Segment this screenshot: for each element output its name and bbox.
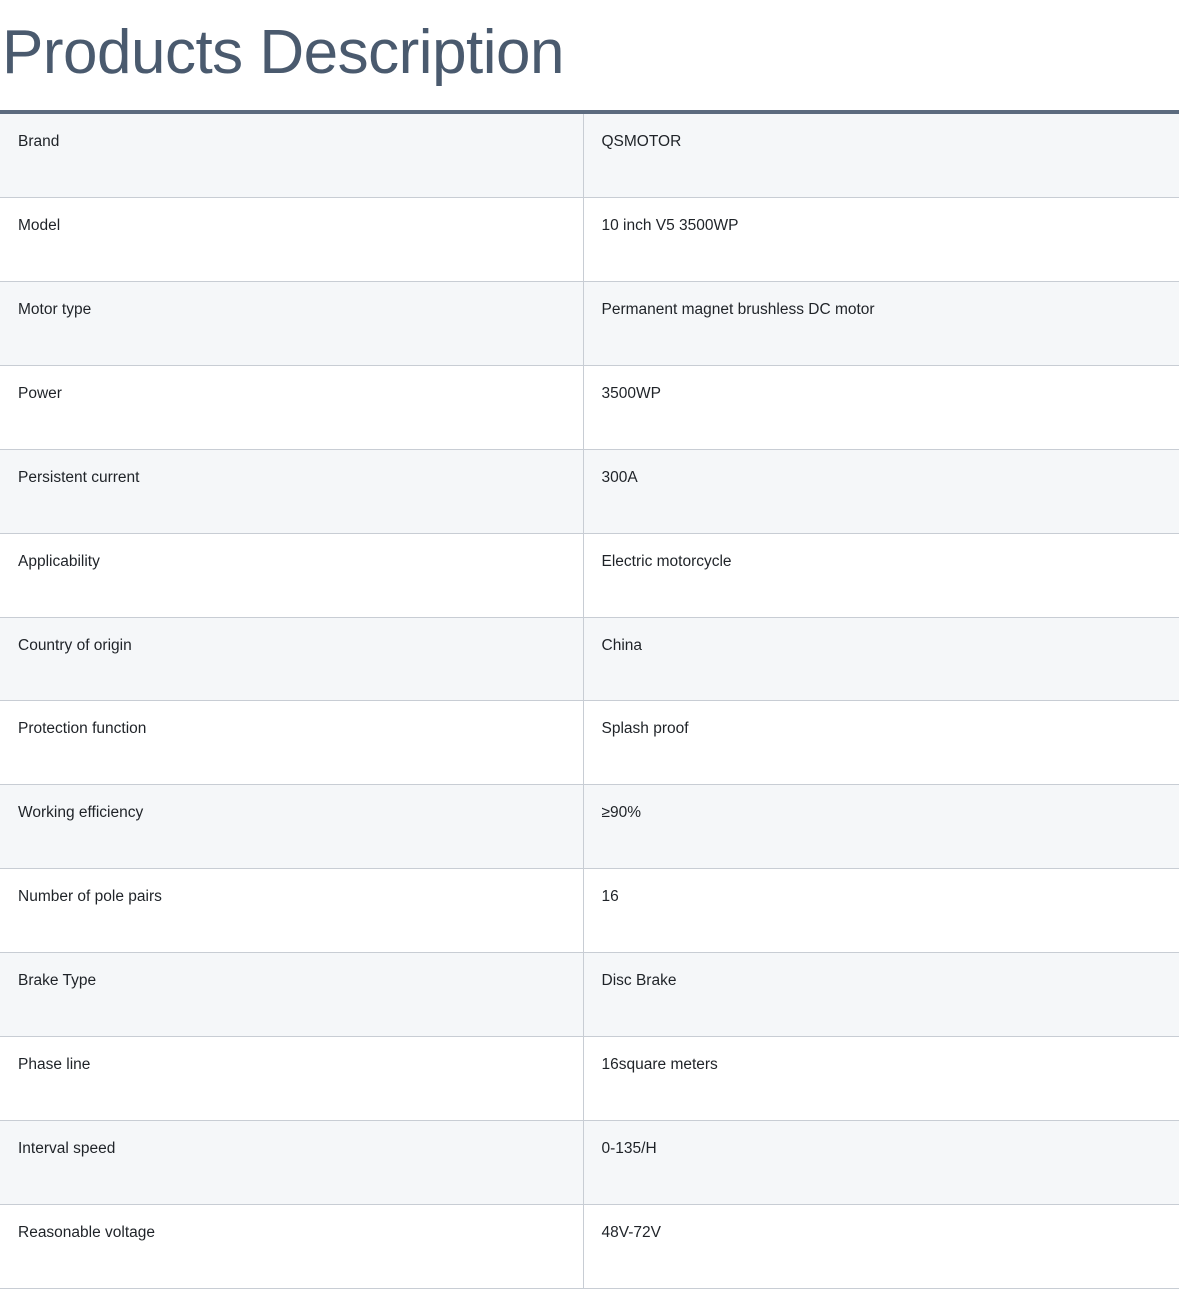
spec-label: Interval speed <box>0 1121 583 1205</box>
spec-value: China <box>583 617 1179 701</box>
table-row <box>0 449 1179 533</box>
spec-value: QSMOTOR <box>583 112 1179 197</box>
specification-table-body <box>0 112 1179 1288</box>
spec-value: Splash proof <box>583 701 1179 785</box>
spec-label: Power <box>0 365 583 449</box>
spec-label: Applicability <box>0 533 583 617</box>
table-row <box>0 701 1179 785</box>
spec-value: 300A <box>583 449 1179 533</box>
spec-label: Brake Type <box>0 953 583 1037</box>
spec-value: Permanent magnet brushless DC motor <box>583 281 1179 365</box>
spec-value: Disc Brake <box>583 953 1179 1037</box>
table-row <box>0 1204 1179 1288</box>
spec-label: Number of pole pairs <box>0 869 583 953</box>
table-row <box>0 785 1179 869</box>
spec-value: 16square meters <box>583 1037 1179 1121</box>
table-row <box>0 281 1179 365</box>
page-title: Products Description <box>2 18 565 87</box>
spec-value: 10 inch V5 3500WP <box>583 197 1179 281</box>
table-row <box>0 197 1179 281</box>
spec-value: 48V-72V <box>583 1204 1179 1288</box>
spec-value: 16 <box>583 869 1179 953</box>
spec-value: 3500WP <box>583 365 1179 449</box>
table-row <box>0 365 1179 449</box>
spec-label: Working efficiency <box>0 785 583 869</box>
spec-label: Motor type <box>0 281 583 365</box>
specification-table <box>0 110 1179 1289</box>
spec-label: Persistent current <box>0 449 583 533</box>
table-row <box>0 1121 1179 1205</box>
spec-label: Reasonable voltage <box>0 1204 583 1288</box>
spec-label: Model <box>0 197 583 281</box>
spec-value: ≥90% <box>583 785 1179 869</box>
spec-label: Brand <box>0 112 583 197</box>
table-row <box>0 953 1179 1037</box>
table-row <box>0 869 1179 953</box>
spec-label: Country of origin <box>0 617 583 701</box>
table-row <box>0 1037 1179 1121</box>
spec-value: Electric motorcycle <box>583 533 1179 617</box>
table-row <box>0 533 1179 617</box>
table-row <box>0 617 1179 701</box>
spec-label: Protection function <box>0 701 583 785</box>
spec-label: Phase line <box>0 1037 583 1121</box>
table-row <box>0 112 1179 197</box>
spec-value: 0-135/H <box>583 1121 1179 1205</box>
